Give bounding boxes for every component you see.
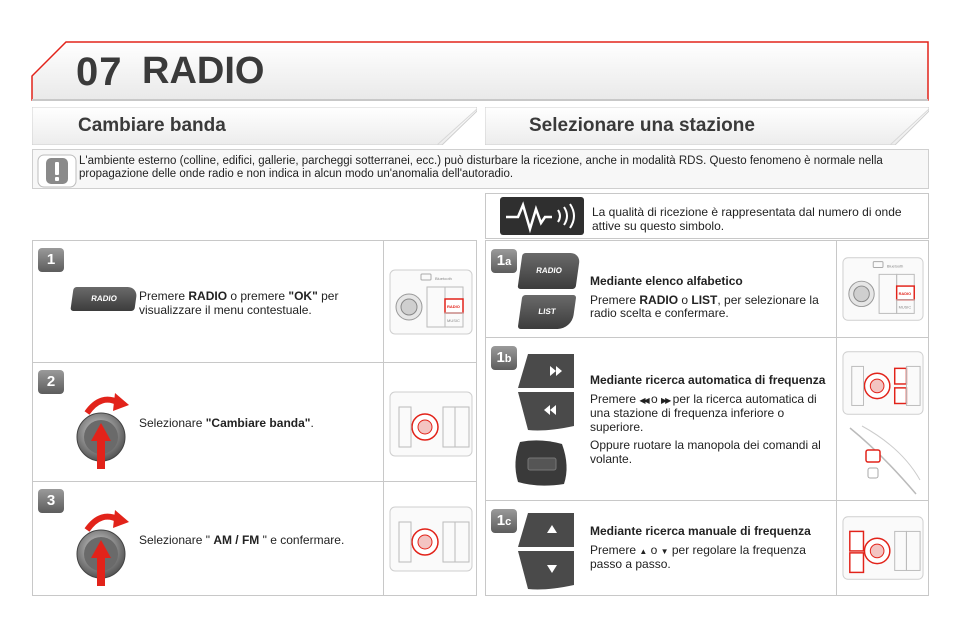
section-header-cambiare-banda bbox=[32, 107, 477, 145]
console-radio-label: RADIO bbox=[898, 290, 912, 296]
badge-letter: b bbox=[504, 353, 512, 365]
down-symbol: ▼ bbox=[660, 546, 669, 556]
text-pre: Premere bbox=[590, 542, 640, 557]
console-up-down-highlight bbox=[842, 515, 924, 581]
console-radio-highlight bbox=[389, 269, 473, 335]
page-header bbox=[0, 0, 960, 104]
console-bluetooth-label: Bluetooth bbox=[886, 263, 904, 269]
warning-text: L'ambiente esterno (colline, edifici, gallerie, parcheggi sotterranei, ecc.) può disturbare la ricezione, anche in modalità RDS. Questo fenomeno è normale nella propagazione delle onde radio e non indica in alcun modo un'anomalia dell'autoradio. bbox=[79, 155, 883, 180]
console-radio-highlight bbox=[842, 256, 924, 322]
right-step-1b bbox=[486, 337, 928, 500]
console-bluetooth-label: Bluetooth bbox=[435, 276, 452, 281]
section-header-selezionare-stazione bbox=[485, 107, 929, 145]
step-badge-1a bbox=[491, 249, 517, 273]
seek-forward-symbol: ▶▶ bbox=[661, 395, 670, 405]
console-knob-highlight bbox=[389, 506, 473, 572]
text-pre: Premere bbox=[590, 292, 640, 307]
step-1c-instruction bbox=[590, 525, 830, 572]
radio-button: RADIO bbox=[70, 287, 137, 311]
step-badge-2: 2 bbox=[38, 370, 64, 394]
reception-info-box bbox=[485, 193, 929, 239]
left-step-3 bbox=[33, 481, 476, 595]
badge-number: 1 bbox=[496, 252, 506, 269]
badge-number: 1 bbox=[496, 512, 506, 529]
step-badge-1b bbox=[491, 346, 517, 370]
step-2-instruction bbox=[139, 417, 371, 431]
step-3-instruction bbox=[139, 534, 375, 548]
reception-quality-icon bbox=[500, 197, 584, 235]
section-title-cambiare-banda: Cambiare banda bbox=[78, 115, 226, 136]
seek-back-symbol: ◀◀ bbox=[639, 395, 648, 405]
text-bold-radio: RADIO bbox=[188, 289, 228, 303]
right-step-1a bbox=[486, 241, 928, 337]
step-1b-instruction bbox=[590, 374, 830, 466]
step-1b-title: Mediante ricerca automatica di frequenza bbox=[590, 373, 826, 387]
text-post: " e confermare. bbox=[259, 533, 345, 547]
step-1b-extra: Oppure ruotare la manopola dei comandi al volante. bbox=[590, 438, 821, 466]
right-steps-panel bbox=[485, 240, 929, 596]
console-music-label: MUSIC bbox=[898, 304, 912, 310]
text-mid: o bbox=[647, 391, 662, 406]
badge-letter: c bbox=[505, 516, 512, 528]
warning-icon bbox=[37, 154, 77, 188]
rotary-knob-icon bbox=[73, 500, 133, 592]
text-mid: o premere bbox=[227, 289, 289, 303]
text-post: per la ricerca automatica di una stazione di frequenza inferiore o superiore. bbox=[590, 391, 817, 434]
step-badge-3: 3 bbox=[38, 489, 64, 513]
right-step-1c bbox=[486, 500, 928, 595]
step-1-instruction bbox=[139, 290, 371, 317]
step-badge-1c bbox=[491, 509, 517, 533]
text-post: per visualizzare il menu contestuale. bbox=[139, 289, 339, 317]
text-post: . bbox=[310, 416, 314, 430]
seek-buttons-icon bbox=[516, 352, 578, 432]
text-bold-radio: RADIO bbox=[639, 292, 679, 307]
text-pre: Selezionare bbox=[139, 416, 206, 430]
console-knob-highlight bbox=[389, 391, 473, 457]
up-symbol: ▲ bbox=[639, 546, 648, 556]
text-bold-cambiare-banda: "Cambiare banda" bbox=[205, 416, 311, 430]
section-title-selezionare-stazione: Selezionare una stazione bbox=[529, 115, 755, 136]
step-badge-1: 1 bbox=[38, 248, 64, 272]
left-step-1 bbox=[33, 241, 476, 362]
warning-box bbox=[32, 149, 929, 189]
reception-text: La qualità di ricezione è rappresentata dal numero di onde attive su questo simbolo. bbox=[592, 205, 902, 233]
text-pre: Premere bbox=[139, 289, 189, 303]
rotary-knob-icon bbox=[73, 383, 133, 475]
console-music-label: MUSIC bbox=[447, 318, 460, 323]
badge-letter: a bbox=[505, 256, 512, 268]
console-radio-label: RADIO bbox=[447, 304, 460, 309]
chapter-title: RADIO bbox=[142, 50, 265, 92]
step-1c-title: Mediante ricerca manuale di frequenza bbox=[590, 524, 811, 538]
badge-number: 1 bbox=[496, 349, 505, 366]
radio-button: RADIO bbox=[517, 253, 580, 289]
steering-wheel-illustration bbox=[842, 424, 924, 496]
left-steps-panel bbox=[32, 240, 477, 596]
up-down-buttons-icon bbox=[516, 511, 578, 591]
chapter-number: 07 bbox=[76, 50, 123, 94]
text-post: , per selezionare la radio scelta e confermare. bbox=[590, 292, 819, 320]
console-seek-highlight bbox=[842, 350, 924, 416]
text-bold-list: LIST bbox=[691, 292, 718, 307]
text-bold-ok: "OK" bbox=[288, 289, 318, 303]
steering-wheel-control-icon bbox=[510, 438, 572, 488]
text-mid: o bbox=[647, 542, 661, 557]
text-post: per regolare la frequenza passo a passo. bbox=[590, 542, 806, 571]
text-pre: Premere bbox=[590, 391, 640, 406]
step-1a-instruction bbox=[590, 275, 830, 321]
text-pre: Selezionare " bbox=[139, 533, 214, 547]
text-mid: o bbox=[678, 292, 692, 307]
text-bold-am-fm: AM / FM bbox=[213, 533, 260, 547]
list-button: LIST bbox=[518, 295, 577, 329]
step-1a-title: Mediante elenco alfabetico bbox=[590, 274, 743, 288]
left-step-2 bbox=[33, 362, 476, 481]
